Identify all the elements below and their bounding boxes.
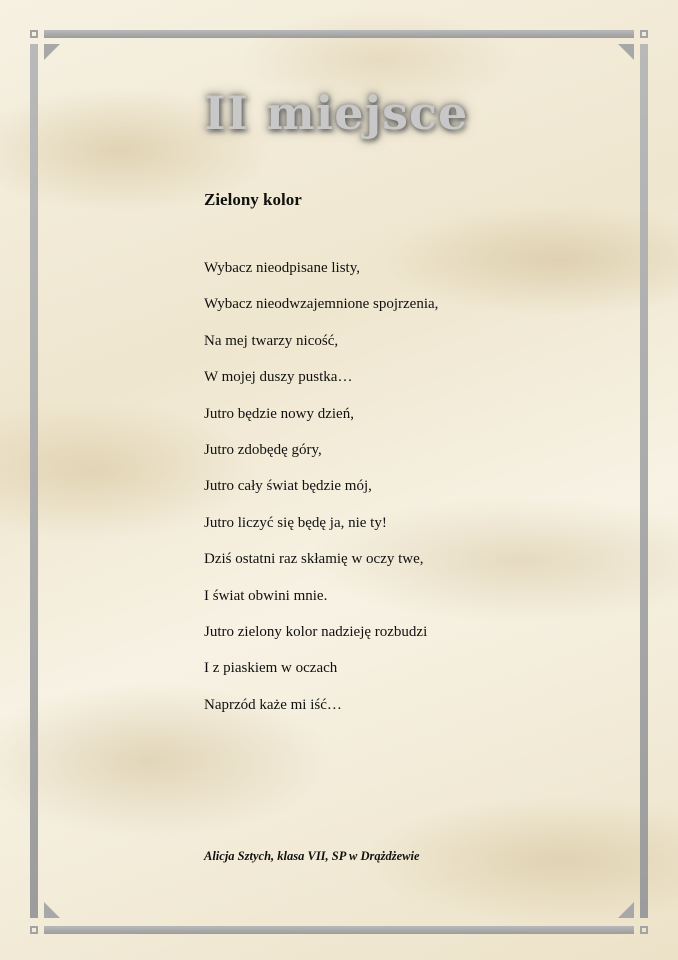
poem-line: Dziś ostatni raz skłamię w oczy twe, (204, 551, 424, 568)
frame-right-border (640, 44, 648, 918)
corner-triangle-bottom-right (618, 902, 634, 918)
frame-corner-top-right (640, 30, 648, 38)
poem-line: Jutro cały świat będzie mój, (204, 478, 372, 495)
poem-line: Wybacz nieodpisane listy, (204, 260, 360, 276)
frame-corner-bottom-left (30, 926, 38, 934)
corner-triangle-bottom-left (44, 902, 60, 918)
place-heading: II miejsce (204, 86, 469, 140)
poem-line: I z piaskiem w oczach (204, 660, 338, 677)
frame-left-border (30, 44, 38, 918)
poem-line: Jutro będzie nowy dzień, (204, 405, 354, 422)
poem-title: Zielony kolor (204, 190, 302, 209)
poem-line: Wybacz nieodwzajemnione spojrzenia, (204, 296, 439, 313)
poem-line: Naprzód każe mi iść… (204, 696, 342, 713)
poem-line: Na mej twarzy nicość, (204, 332, 339, 349)
frame-bottom-border (44, 926, 634, 934)
poem-line: Jutro zdobędę góry, (204, 441, 322, 458)
poem-line: I świat obwini mnie. (204, 587, 328, 604)
corner-triangle-top-left (44, 44, 60, 60)
frame-corner-bottom-right (640, 926, 648, 934)
poem-line: Jutro liczyć się będę ja, nie ty! (204, 514, 387, 531)
poem-line: Jutro zielony kolor nadzieję rozbudzi (204, 623, 428, 640)
poem-body (204, 259, 438, 732)
corner-triangle-top-right (618, 44, 634, 60)
poem-line: W mojej duszy pustka… (204, 369, 353, 386)
frame-top-border (44, 30, 634, 38)
frame-corner-top-left (30, 30, 38, 38)
author-signature: Alicja Sztych, klasa VII, SP w Drążdżewie (204, 849, 420, 863)
